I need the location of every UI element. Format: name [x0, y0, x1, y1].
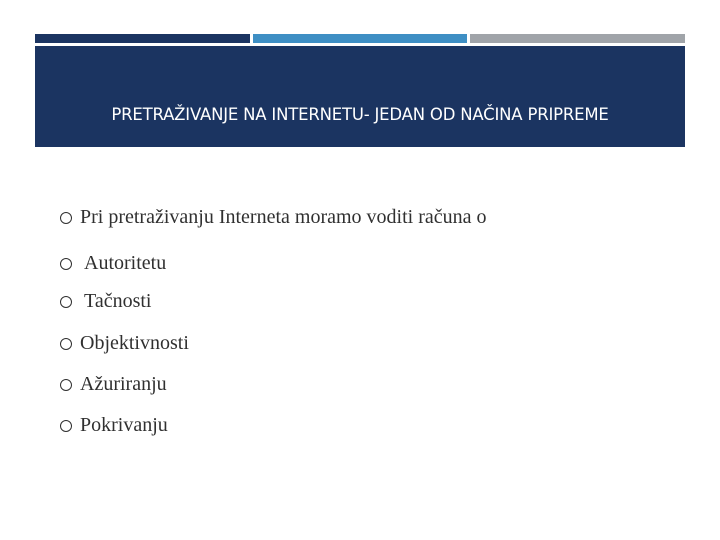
bullet-item	[60, 252, 166, 275]
hollow-circle-icon	[60, 258, 72, 270]
hollow-circle-icon	[60, 420, 72, 432]
bullet-text: Ažuriranju	[80, 373, 167, 395]
bullet-text: Autoritetu	[84, 252, 167, 274]
accent-bar-dark-blue	[35, 34, 250, 43]
accent-bar-light-blue	[253, 34, 467, 43]
hollow-circle-icon	[60, 296, 72, 308]
bullet-item	[60, 332, 189, 355]
accent-bar-gray	[470, 34, 685, 43]
hollow-circle-icon	[60, 338, 72, 350]
hollow-circle-icon	[60, 379, 72, 391]
bullet-item	[60, 373, 167, 396]
hollow-circle-icon	[60, 212, 72, 224]
bullet-text: Tačnosti	[84, 290, 152, 312]
bullet-item	[60, 206, 487, 229]
slide-title: PRETRAŽIVANJE NA INTERNETU- JEDAN OD NAČINA PRIPREME	[111, 105, 609, 124]
bullet-text: Pri pretraživanju Interneta moramo voditi računa o	[80, 206, 487, 228]
bullet-text: Pokrivanju	[80, 414, 168, 436]
bullet-item	[60, 290, 151, 313]
bullet-item	[60, 414, 168, 437]
bullet-text: Objektivnosti	[80, 332, 189, 354]
title-band	[35, 46, 685, 147]
